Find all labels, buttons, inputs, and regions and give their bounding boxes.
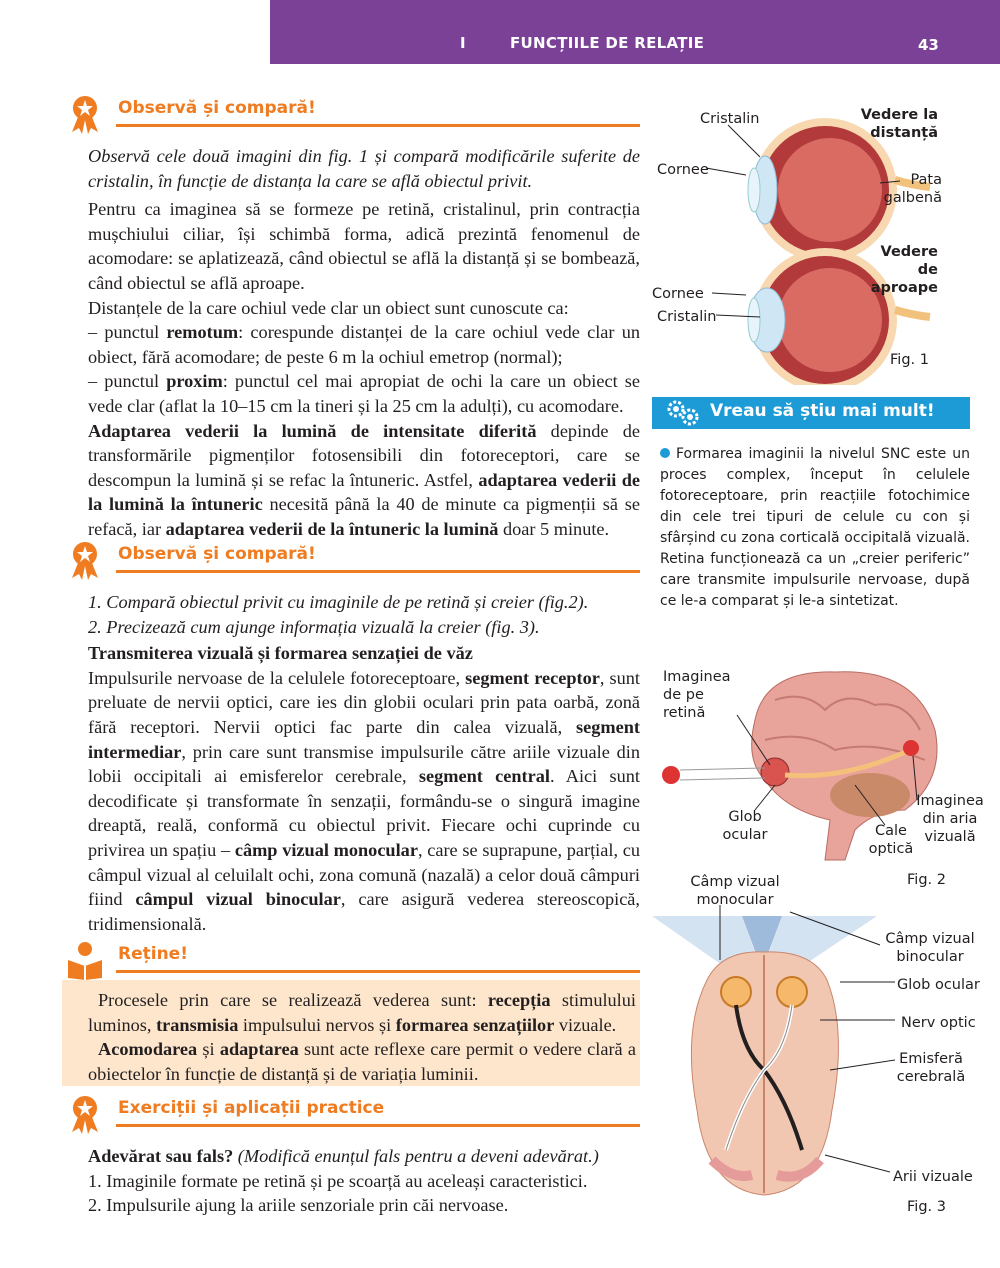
paragraph-remotum: – punctul remotum: corespunde distanței de la care ochiul vede clar un obiect, fără acomodare; de peste 6 m la ochiul emetrop (normal); [88,322,640,367]
label-nerv-optic: Nerv optic [901,1015,976,1031]
section-observa-2 [62,540,640,580]
section-exercitii [62,1094,640,1134]
label-camp-monocular: Câmp vizual monocular [690,874,780,908]
paragraph: Pentru ca imaginea să se formeze pe retină, cristalinul, prin contracția mușchiului ciliar, își schimbă forma, adică prezintă fenomenul de acomodare: se aplatizează, când obiectul se află la distanță și se bombează, când obiectul se află aproape. [88,199,640,293]
section-retine [62,940,640,980]
label-cristalin: Cristalin [700,111,760,127]
fig1-caption: Fig. 1 [890,352,929,368]
info-box-text: Formarea imaginii la nivelul SNC este un proces complex, început în celulele fotoreceptoare, prin reacțiile fotochimice din cele trei tipuri de celule cu con și sfârșind cu zona corticală occipitală vizuală. Retina funcționează ca un „creier periferic” care transmite impulsurile nervoase, după ce le-a comparat și le-a sintetizat. [660,446,970,609]
exercise-heading: Adevărat sau fals? (Modifică enunțul fals pentru a deveni adevărat.) [88,1146,599,1166]
label-camp-binocular: Câmp vizual binocular [885,931,975,965]
text-block-2 [88,590,640,936]
page-header-band [270,0,1000,64]
reader-icon [62,940,108,980]
label-cornee: Cornee [657,162,709,178]
section-title: Reține! [118,944,188,964]
label-vedere-distanta: Vedere la distanță [860,107,938,141]
label-emisfera: Emisferă cerebrală [896,1051,966,1085]
instruction-text: Observă cele două imagini din fig. 1 și compară modificările suferite de cristalin, în funcție de distanța la care se află obiectul privit. [88,146,640,191]
exercise-item-1: 1. Imaginile formate pe retină și pe scoarță au aceleași caracteristici. [88,1170,588,1191]
label-imaginea-retina: Imaginea de pe retină [663,669,731,721]
bullet-dot [660,448,670,458]
gears-icon [662,399,702,427]
section-title: Observă și compară! [118,544,316,564]
section-observa-1 [62,94,640,134]
label-pata-galbena: Pata galbenă [883,172,942,206]
label-glob-ocular: Glob ocular [722,809,768,843]
chapter-title: FUNCȚIILE DE RELAȚIE [510,34,705,52]
section-title: Observă și compară! [118,98,316,118]
label-cornee: Cornee [652,286,704,302]
subtitle: Transmiterea vizuală și formarea senzației de văz [88,643,473,664]
section-underline [116,124,640,127]
chapter-number: I [460,34,466,52]
section-underline [116,1124,640,1127]
label-imaginea-aria: Imaginea din aria vizuală [916,793,984,845]
paragraph-proxim: – punctul proxim: punctul cel mai apropiat de ochi la care un obiect se vede clar (aflat la 10–15 cm la tineri și la 25 cm la adulți), cu acomodare. [88,371,640,416]
label-glob-ocular: Glob ocular [897,977,980,993]
award-ribbon-icon [62,94,108,134]
retine-paragraph-1: Procesele prin care se realizează vederea sunt: recepția stimulului luminos, transmisia impulsului nervos și formarea senzațiilor vizuale. [88,990,636,1035]
fig3-leader-lines [700,900,900,1190]
exercise-block [88,1144,640,1218]
paragraph-transmitere: Impulsurile nervoase de la celulele fotoreceptoare, segment receptor, sunt preluate de nervii optici, care ies din globii oculari prin pata oarbă, zonă fără receptori. Nervii optici fac parte din calea vizuală, segment intermediar, prin care sunt transmise impulsurile către ariile vizuale din lobii occipitali ai emisferelor cerebrale, segment central. Aici sunt decodificate și transformate în senzații, formându-se o singură imagine dreaptă, reală, conformă cu obiectul privit. Fiecare ochi cuprinde cu privirea un spațiu – câmp vizual monocular, care se suprapune, parțial, cu câmpul vizual al celuilalt ochi, zona comună (nazală) a celor două câmpuri fiind câmpul vizual binocular, care asigură vederea stereoscopică, tridimensională. [88,667,640,934]
award-ribbon-icon [62,1094,108,1134]
label-arii-vizuale: Arii vizuale [893,1169,973,1185]
label-vedere-aproape: Vedere de aproape [870,244,938,296]
retine-box [62,980,640,1086]
paragraph: Distanțele de la care ochiul vede clar un obiect sunt cunoscute ca: [88,297,569,318]
question-2: 2. Precizează cum ajunge informația vizuală la creier (fig. 3). [88,616,540,637]
award-ribbon-icon [62,540,108,580]
exercise-item-2: 2. Impulsurile ajung la ariile senzoriale prin căi nervoase. [88,1195,509,1216]
paragraph-adaptare: Adaptarea vederii la lumină de intensitate diferită depinde de transformările pigmenților fotosensibili din fotoreceptori, care se descompun la lumină și se refac la întuneric. Astfel, adaptarea vederii de la lumină la întuneric necesită până la 40 de minute ca pigmenții să se refacă, iar adaptarea vederii de la întuneric la lumină doar 5 minute. [88,420,641,539]
label-cale-optica: Cale optică [868,823,914,857]
page-number: 43 [918,36,939,54]
retine-text [88,988,636,1086]
fig3-caption: Fig. 3 [907,1199,946,1215]
question-1: 1. Compară obiectul privit cu imaginile de pe retină și creier (fig.2). [88,592,589,612]
info-box-title: Vreau să știu mai mult! [710,401,935,421]
section-underline [116,570,640,573]
retine-paragraph-2: Acomodarea și adaptarea sunt acte reflexe care permit o vedere clară a obiectelor în funcție de distanță și de variația luminii. [88,1039,636,1084]
fig2-caption: Fig. 2 [907,872,946,888]
section-underline [116,970,640,973]
text-block-1 [88,144,640,542]
info-box-header [652,397,970,429]
label-cristalin: Cristalin [657,309,717,325]
section-title: Exerciții și aplicații practice [118,1098,385,1118]
